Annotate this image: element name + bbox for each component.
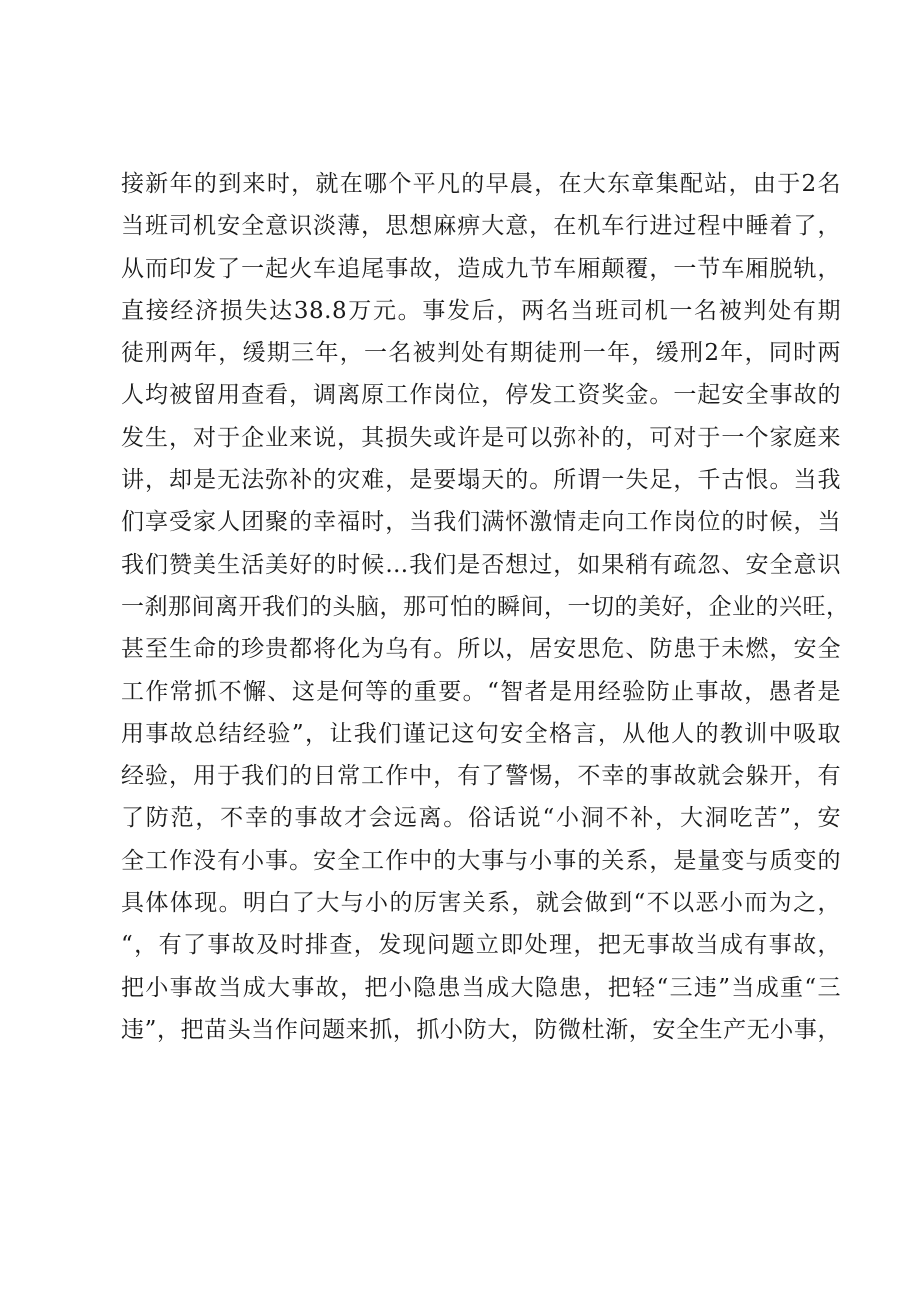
text-line: 从而印发了一起火车追尾事故，造成九节车厢颠覆，一节车厢脱轨， (121, 255, 841, 282)
text-line: 直接经济损失达38.8万元。事发后，两名当班司机一名被判处有期 (121, 297, 841, 324)
text-line: 甚至生命的珍贵都将化为乌有。所以，居安思危、防患于未燃，安全 (121, 636, 841, 663)
text-line: 全工作没有小事。安全工作中的大事与小事的关系，是量变与质变的 (121, 847, 841, 874)
text-line: 用事故总结经验”，让我们谨记这句安全格言，从他人的教训中吸取 (121, 720, 841, 747)
text-line: 发生，对于企业来说，其损失或许是可以弥补的，可对于一个家庭来 (121, 424, 841, 451)
text-line: “，有了事故及时排查，发现问题立即处理，把无事故当成有事故， (121, 932, 841, 959)
text-line: 人均被留用查看，调离原工作岗位，停发工资奖金。一起安全事故的 (121, 382, 841, 409)
text-line: 经验，用于我们的日常工作中，有了警惕，不幸的事故就会躲开，有 (121, 763, 841, 790)
text-line: 一刹那间离开我们的头脑，那可怕的瞬间，一切的美好，企业的兴旺， (121, 593, 850, 620)
text-line: 徒刑两年，缓期三年，一名被判处有期徒刑一年，缓刑2年，同时两 (121, 340, 841, 367)
body-text (121, 163, 850, 1051)
text-line: 讲，却是无法弥补的灾难，是要塌天的。所谓一失足，千古恨。当我 (121, 467, 841, 494)
text-line: 把小事故当成大事故，把小隐患当成大隐患，把轻“三违”当成重“三 (121, 974, 841, 1001)
text-line: 具体体现。明白了大与小的厉害关系，就会做到“不以恶小而为之， (121, 890, 841, 917)
text-line: 们享受家人团聚的幸福时，当我们满怀激情走向工作岗位的时候，当 (121, 509, 841, 536)
text-line: 我们赞美生活美好的时候…我们是否想过，如果稍有疏忽、安全意识 (121, 551, 841, 578)
text-line: 违”，把苗头当作问题来抓，抓小防大，防微杜渐，安全生产无小事， (121, 1016, 841, 1043)
text-line: 工作常抓不懈、这是何等的重要。“智者是用经验防止事故，愚者是 (121, 678, 841, 705)
text-line: 了防范，不幸的事故才会远离。俗话说“小洞不补，大洞吃苦”，安 (121, 805, 841, 832)
text-line: 当班司机安全意识淡薄，思想麻痹大意，在机车行进过程中睡着了， (121, 213, 841, 240)
text-line: 接新年的到来时，就在哪个平凡的早晨，在大东章集配站，由于2名 (121, 171, 841, 197)
